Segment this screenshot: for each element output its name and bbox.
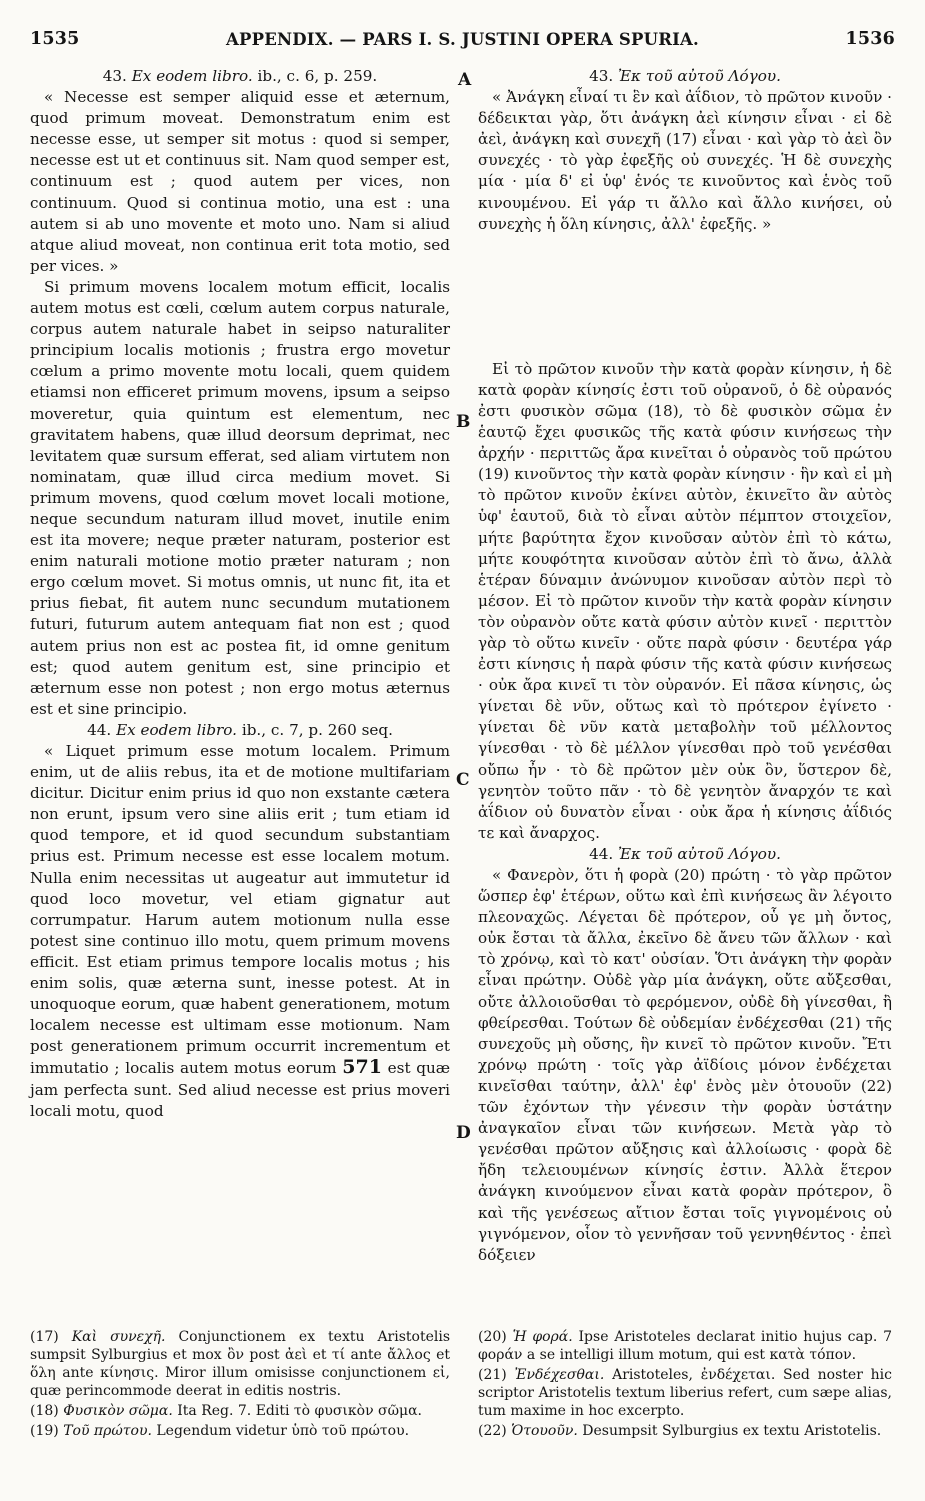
- footnote-text: Ipse Aristoteles declarat initio hujus cap. 7 φοράν a se intelligi illum motum, qui est κατὰ τόπον.: [478, 1329, 893, 1363]
- section-43-heading-greek: [478, 66, 892, 87]
- section-number: 43.: [102, 67, 127, 85]
- footnote-number: (22): [478, 1423, 507, 1439]
- footnote-19: [30, 1422, 450, 1440]
- section-43-quote-latin: « Necesse est semper aliquid esse et æternum, quod primum moveat. Demonstratum enim est necesse esse, ut semper sit motus : quod si semper, necesse est ut et continuus sit. Nam quod semper est, continuum est ; quod autem per vices, non continuum. Quod si continua motio, una est : una autem si ab uno movente et moto uno. Nam si aliud atque aliud moveat, non continua erit tota motio, sed per vices. »: [30, 88, 450, 275]
- footnote-18: [30, 1402, 450, 1420]
- footnote-21: [478, 1366, 892, 1420]
- margin-marker-d: D: [456, 1123, 471, 1143]
- footnote-number: (21): [478, 1367, 507, 1383]
- footnote-text: Desumpsit Sylburgius ex textu Aristotelis.: [582, 1423, 882, 1439]
- section-source: Ex eodem libro.: [131, 67, 253, 85]
- footnote-text: Aristoteles, ἐνδέχεται. Sed noster hic scriptor Aristotelis textum liberius refert, cum sæpe alias, tum maxime in hoc excerpto.: [478, 1367, 893, 1419]
- margin-marker-a: A: [458, 70, 472, 90]
- footnote-text: Legendum videtur ὑπὸ τοῦ πρώτου.: [156, 1423, 410, 1439]
- greek-column: [478, 66, 892, 1266]
- section-44-quote-latin: [30, 741, 450, 1122]
- section-source: Ex eodem libro.: [116, 720, 238, 739]
- left-column-number: 1535: [30, 29, 80, 49]
- section-number: 44.: [87, 720, 112, 739]
- section-source: Ἐκ τοῦ αὐτοῦ Λόγου.: [618, 844, 781, 863]
- margin-marker-b: B: [456, 412, 471, 432]
- margin-marker-c: C: [456, 770, 470, 790]
- running-title: APPENDIX. — PARS I. S. JUSTINI OPERA SPURIA.: [226, 29, 699, 49]
- footnote-text: Conjunctionem ex textu Aristotelis sumpsit Sylburgius et mox ὂν post ἀεὶ et τί ante ἄλλος et ὅλη ante κίνησις. Miror illum omisisse conjunctionem εἰ, quæ perincommode deerat in editis nostris.: [30, 1329, 451, 1399]
- footnote-number: (19): [30, 1423, 59, 1439]
- footnote-number: (20): [478, 1329, 507, 1345]
- section-number: 44.: [589, 844, 614, 863]
- right-column-number: 1536: [845, 29, 895, 49]
- footnote-text: Ita Reg. 7. Editi τὸ φυσικὸν σῶμα.: [177, 1403, 423, 1419]
- section-44-text-part-b: est quæ jam perfecta sunt. Sed aliud necesse est prius moveri locali motu, quod: [30, 1059, 451, 1120]
- section-44-text-part-a: « Liquet primum esse motum localem. Primum enim, ut de aliis rebus, ita et de motione multifariam dicitur. Dicitur enim prius id quo non exstante cætera non erunt, ipsum vero sine aliis erit ; tum etiam id quod tempore, et id quod secundum substantiam prius est. Primum necesse est esse localem motum. Nulla enim necessitas ut augeatur aut immutetur id quod loco movetur, vel etiam gignatur aut corrumpatur. Harum autem motionum nulla esse potest sine continuo illo motu, quem primum movens efficit. Est etiam primus tempore localis motus ; his enim solis, quæ æterna sunt, inesse potest. At in unoquoque eorum, quæ habent generationem, motum localem necesse est ultimam esse motionum. Nam post generationem primum occurrit incrementum et immutatio ; localis autem motus eorum: [30, 742, 450, 1078]
- page-header: [30, 26, 895, 52]
- latin-column: [30, 66, 450, 1122]
- footnotes-right: [478, 1328, 892, 1442]
- migne-column-number: 571: [342, 1056, 382, 1079]
- section-43-quote-greek: « Ἀνάγκη εἶναί τι ἓν καὶ ἀΐδιον, τὸ πρῶτον κινοῦν · δέδεικται γὰρ, ὅτι ἀνάγκη ἀεὶ κίνησιν εἶναι · εἰ δὲ ἀεὶ, ἀνάγκη καὶ συνεχῆ (17) εἶναι · καὶ γὰρ τὸ ἀεὶ ὂν συνεχές · τὸ γὰρ ἐφεξῆς οὐ συνεχές. Ἡ δὲ συνεχὴς μία · μία δ' εἰ ὑφ' ἑνός τε κινοῦντος καὶ ἑνὸς τοῦ κινουμένου. Εἰ γάρ τι ἄλλο καὶ ἄλλο κινήσει, οὐ συνεχὴς ἡ ὅλη κίνησις, ἀλλ' ἐφεξῆς. »: [478, 88, 892, 233]
- section-43-commentary-latin: Si primum movens localem motum efficit, localis autem motus est cœli, cœlum autem corpus naturale, corpus autem naturale habet in seipso naturaliter principium localis motionis ; frustra ergo movetur cœlum a primo movente motu locali, quem quidem etiamsi non efficeret primum movens, ipsum a seipso moveretur, quia quintum est elementum, nec gravitatem habens, quæ illud deorsum deprimat, nec levitatem quæ sursum efferat, sed aliam virtutem non nominatam, quæ illud circa medium movet. Si primum movens, quod cœlum movet locali motione, neque secundum naturam illud movet, inutile enim est ita movere; neque præter naturam, posterior est enim naturali motione motio præter naturam ; non ergo cœlum movet. Si motus omnis, ut nunc fit, ita et prius fiebat, fit autem nunc secundum mutationem futuri, futurum autem antequam fiat non est ; quod autem prius non est ac postea fit, id omne genitum est; quod autem genitum est, sine principio et æternum esse non potest ; non ergo motus æternus est et sine principio.: [30, 277, 450, 718]
- footnote-lemma: Ἡ φορά.: [512, 1329, 573, 1345]
- footnote-lemma: Ἐνδέχεσθαι.: [514, 1367, 605, 1383]
- footnote-22: [478, 1422, 892, 1440]
- footnote-20: [478, 1328, 892, 1364]
- section-reference: ib., c. 7, p. 260 seq.: [241, 720, 393, 739]
- footnote-lemma: Φυσικὸν σῶμα.: [63, 1403, 173, 1419]
- section-source: Ἐκ τοῦ αὐτοῦ Λόγου.: [618, 67, 781, 85]
- footnote-number: (18): [30, 1403, 59, 1419]
- section-reference: ib., c. 6, p. 259.: [257, 67, 378, 85]
- section-43-heading-latin: [30, 66, 450, 87]
- section-44-heading-greek: [478, 844, 892, 865]
- footnote-lemma: Τοῦ πρώτου.: [63, 1423, 152, 1439]
- footnote-17: [30, 1328, 450, 1400]
- footnote-number: (17): [30, 1329, 59, 1345]
- section-43-commentary-greek: Εἰ τὸ πρῶτον κινοῦν τὴν κατὰ φορὰν κίνησιν, ἡ δὲ κατὰ φορὰν κίνησίς ἐστι τοῦ οὐρανοῦ, ὁ δὲ οὐρανός ἐστι φυσικὸν σῶμα (18), τὸ δὲ φυσικὸν σῶμα ἐν ἑαυτῷ ἔχει φυσικῶς τῆς κατὰ φύσιν κινήσεως τὴν ἀρχήν · περιττῶς ἄρα κινεῖται ὁ οὐρανὸς τοῦ πρώτου (19) κινοῦντος τὴν κατὰ φορὰν κίνησιν · ἣν καὶ εἰ μὴ τὸ πρῶτον κινοῦν ἐκίνει αὐτὸν, ἐκινεῖτο ἂν αὐτὸς ὑφ' ἑαυτοῦ, διὰ τὸ εἶναι αὐτὸν πέμπτον στοιχεῖον, μήτε βαρύτητα ἔχον κινοῦσαν αὐτὸν ἐπὶ τὸ κάτω, μήτε κουφότητα κινοῦσαν αὐτὸν ἐπὶ τὸ ἄνω, ἀλλὰ ἑτέραν δύναμιν ἀνώνυμον κινοῦσαν αὐτὸν περὶ τὸ μέσον. Εἰ τὸ πρῶτον κινοῦν τὴν κατὰ φορὰν κίνησιν τὸν οὐρανὸν οὔτε κατὰ φύσιν αὐτὸν κινεῖ · περιττὸν γὰρ τὸ οὕτω κινεῖν · οὔτε παρὰ φύσιν · δευτέρα γάρ ἐστι κίνησις ἡ παρὰ φύσιν τῆς κατὰ φύσιν κινήσεως · οὐκ ἄρα κινεῖ τι τὸν οὐρανόν. Εἰ πᾶσα κίνησις, ὡς γίνεται δὲ νῦν, οὕτως καὶ τὸ πρότερον ἐγίνετο · γίνεται δὲ νῦν κατὰ μεταβολὴν τοῦ μέλλοντος γίνεσθαι · τὸ δὲ μέλλον γίνεσθαι πρὸ τοῦ γενέσθαι οὔπω ἦν · τὸ δὲ πρῶτον μὲν οὐκ ὂν, ὕστερον δὲ, γενητὸν τοῦτο πᾶν · τὸ δὲ γενητὸν ἄναρχόν τε καὶ ἀΐδιον οὐ δυνατὸν εἶναι · οὐκ ἄρα ἡ κίνησις ἀΐδιός τε καὶ ἄναρχος.: [478, 359, 892, 842]
- footnote-lemma: Καὶ συνεχῆ.: [71, 1329, 166, 1345]
- section-44-quote-greek: « Φανερὸν, ὅτι ἡ φορὰ (20) πρώτη · τὸ γὰρ πρῶτον ὥσπερ ἐφ' ἑτέρων, οὕτω καὶ ἐπὶ κινήσεως ἂν λέγοιτο πλεοναχῶς. Λέγεται δὲ πρότερον, οὗ γε μὴ ὄντος, οὐκ ἔσται τὰ ἄλλα, ἐκεῖνο δὲ ἄνευ τῶν ἄλλων · καὶ τὸ χρόνῳ, καὶ τὸ κατ' οὐσίαν. Ὅτι ἀνάγκη τὴν φορὰν εἶναι πρώτην. Οὐδὲ γὰρ μία ἀνάγκη, οὔτε αὔξεσθαι, οὔτε ἀλλοιοῦσθαι τὸ φερόμενον, οὐδὲ δὴ γίνεσθαι, ἢ φθείρεσθαι. Τούτων δὲ οὐδεμίαν ἐνδέχεσθαι (21) τῆς συνεχοῦς μὴ οὔσης, ἣν κινεῖ τὸ πρῶτον κινοῦν. Ἔτι χρόνῳ πρώτη · τοῖς γὰρ ἀϊδίοις μόνον ἐνδέχεται κινεῖσθαι ταύτην, ἀλλ' ἐφ' ἑνὸς μὲν ὁτουοῦν (22) τῶν ἐχόντων τὴν γένεσιν τὴν φορὰν ὑστάτην ἀναγκαῖον εἶναι τῶν κινήσεων. Μετὰ γὰρ τὸ γενέσθαι πρῶτον αὔξησις καὶ ἀλλοίωσις · φορὰ δὲ ἤδη τελειουμένων κίνησίς ἐστιν. Ἀλλὰ ἕτερον ἀνάγκη κινούμενον εἶναι κατὰ φορὰν πρότερον, ὃ καὶ τῆς γενέσεως αἴτιον ἔσται τοῖς γιγνομένοις οὐ γιγνόμενον, οἷον τὸ γεννῆσαν τοῦ γεννηθέντος · ἐπεὶ δόξειεν: [478, 866, 892, 1264]
- footnotes-left: [30, 1328, 450, 1442]
- section-44-heading-latin: [30, 720, 450, 741]
- footnote-lemma: Ὁτουοῦν.: [511, 1423, 578, 1439]
- section-number: 43.: [589, 67, 614, 85]
